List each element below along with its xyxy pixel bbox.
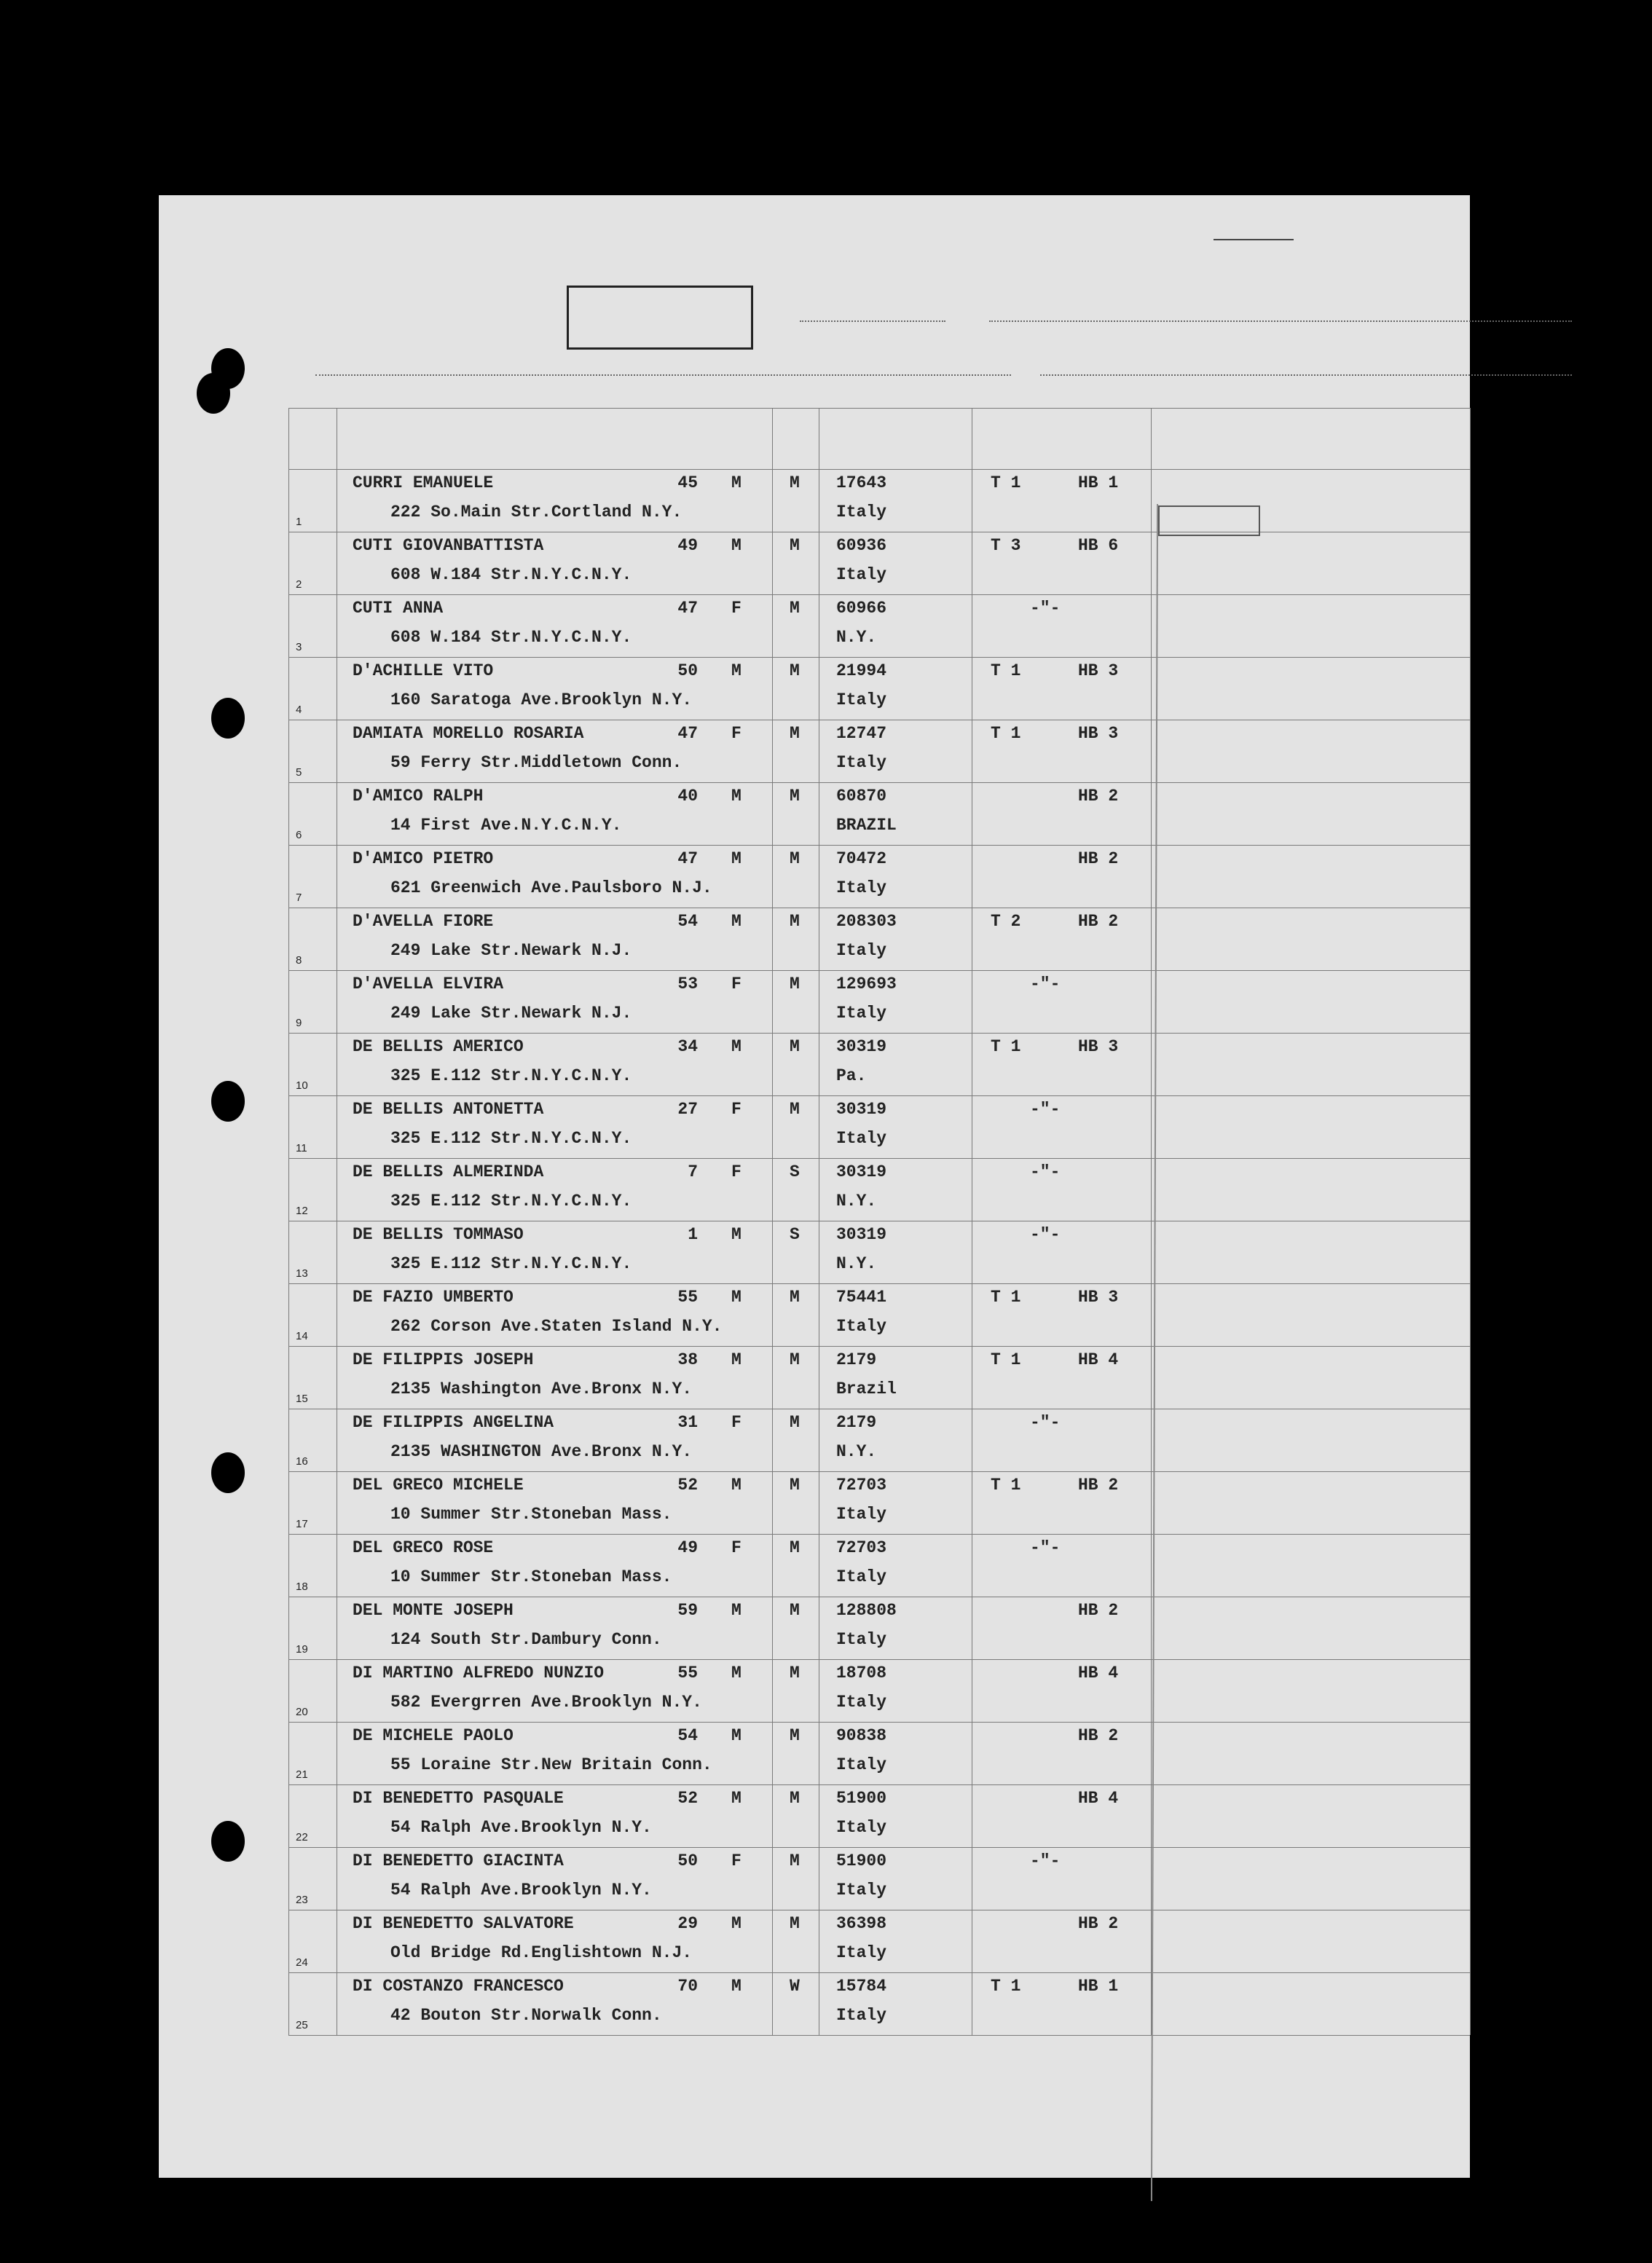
passport-number: 36398 <box>836 1914 887 1933</box>
passenger-name: DEL GRECO MICHELE <box>353 1476 524 1495</box>
marital-status: M <box>790 849 800 868</box>
destination-address: 2135 Washington Ave.Bronx N.Y. <box>390 1380 693 1398</box>
passenger-name: D'AVELLA FIORE <box>353 912 494 931</box>
place-of-birth: Italy <box>836 690 887 709</box>
marital-status: M <box>790 1037 800 1056</box>
passenger-sex: F <box>731 1100 742 1119</box>
row-rule <box>288 1659 1470 1660</box>
passenger-sex: M <box>731 1288 742 1307</box>
line-number: 1 <box>296 516 302 528</box>
passenger-name: DE MICHELE PAOLO <box>353 1726 514 1745</box>
passenger-age: 49 <box>677 1538 698 1557</box>
line-number: 4 <box>296 704 302 716</box>
marital-status: M <box>790 1288 800 1307</box>
passenger-age: 1 <box>688 1225 698 1244</box>
passenger-age: 47 <box>677 599 698 618</box>
place-of-birth: Italy <box>836 503 887 522</box>
passenger-name: DEL MONTE JOSEPH <box>353 1601 514 1620</box>
passenger-sex: M <box>731 849 742 868</box>
passenger-sex: M <box>731 912 742 931</box>
destination-address: 10 Summer Str.Stoneban Mass. <box>390 1505 672 1524</box>
marital-status: M <box>790 1601 800 1620</box>
passenger-age: 52 <box>677 1476 698 1495</box>
passenger-name: DI BENEDETTO GIACINTA <box>353 1851 564 1870</box>
passenger-age: 59 <box>677 1601 698 1620</box>
destination-address: 325 E.112 Str.N.Y.C.N.Y. <box>390 1129 632 1148</box>
marital-status: M <box>790 1100 800 1119</box>
destination-address: 160 Saratoga Ave.Brooklyn N.Y. <box>390 690 693 709</box>
passenger-sex: M <box>731 661 742 680</box>
trunk-count: T 1 <box>991 1288 1021 1307</box>
passenger-name: DEL GRECO ROSE <box>353 1538 494 1557</box>
place-of-birth: N.Y. <box>836 628 877 647</box>
trunk-count: T 1 <box>991 1037 1021 1056</box>
passport-number: 30319 <box>836 1225 887 1244</box>
row-rule <box>288 1784 1470 1785</box>
vessel-underline <box>315 374 1011 376</box>
passenger-sex: M <box>731 787 742 806</box>
destination-address: 222 So.Main Str.Cortland N.Y. <box>390 503 683 522</box>
place-of-birth: N.Y. <box>836 1192 877 1211</box>
place-of-birth: Italy <box>836 941 887 960</box>
handbag-count: HB 3 <box>1078 1288 1119 1307</box>
passenger-age: 47 <box>677 724 698 743</box>
passport-number: 18708 <box>836 1664 887 1683</box>
handbag-count: HB 3 <box>1078 1037 1119 1056</box>
passenger-age: 29 <box>677 1914 698 1933</box>
handbag-count: HB 4 <box>1078 1789 1119 1808</box>
passenger-name: DI COSTANZO FRANCESCO <box>353 1977 564 1996</box>
passenger-sex: M <box>731 1037 742 1056</box>
passenger-name: DE BELLIS ALMERINDA <box>353 1162 544 1181</box>
passenger-sex: M <box>731 1664 742 1683</box>
passenger-sex: F <box>731 1538 742 1557</box>
from-underline <box>989 320 1572 322</box>
punch-hole <box>211 1821 245 1862</box>
destination-address: 55 Loraine Str.New Britain Conn. <box>390 1755 712 1774</box>
passenger-age: 54 <box>677 912 698 931</box>
handbag-count: HB 2 <box>1078 1914 1119 1933</box>
passenger-age: 49 <box>677 536 698 555</box>
line-number: 23 <box>296 1894 308 1906</box>
handbag-count: -"- <box>1030 1100 1061 1119</box>
punch-hole <box>211 348 245 389</box>
trunk-count: T 3 <box>991 536 1021 555</box>
destination-address: 249 Lake Str.Newark N.J. <box>390 1004 632 1023</box>
passenger-sex: M <box>731 1977 742 1996</box>
class-underline <box>800 320 945 322</box>
handbag-count: HB 2 <box>1078 912 1119 931</box>
marital-status: M <box>790 1851 800 1870</box>
destination-address: 621 Greenwich Ave.Paulsboro N.J. <box>390 878 712 897</box>
passenger-name: D'AMICO PIETRO <box>353 849 494 868</box>
passenger-sex: F <box>731 599 742 618</box>
passport-number: 51900 <box>836 1789 887 1808</box>
line-number: 9 <box>296 1017 302 1029</box>
line-number: 15 <box>296 1393 308 1405</box>
passenger-name: DI BENEDETTO PASQUALE <box>353 1789 564 1808</box>
passenger-name: DE FAZIO UMBERTO <box>353 1288 514 1307</box>
passport-number: 60870 <box>836 787 887 806</box>
passenger-sex: F <box>731 1162 742 1181</box>
line-number: 8 <box>296 954 302 967</box>
line-number: 22 <box>296 1831 308 1843</box>
trunk-count: T 1 <box>991 1977 1021 1996</box>
line-number: 21 <box>296 1768 308 1781</box>
passenger-name: CUTI GIOVANBATTISTA <box>353 536 544 555</box>
place-of-birth: Italy <box>836 1818 887 1837</box>
handbag-count: -"- <box>1030 975 1061 993</box>
row-rule <box>288 594 1470 595</box>
line-number: 3 <box>296 641 302 653</box>
passenger-name: DAMIATA MORELLO ROSARIA <box>353 724 584 743</box>
place-of-birth: Italy <box>836 1943 887 1962</box>
handbag-count: -"- <box>1030 1162 1061 1181</box>
place-of-birth: Italy <box>836 878 887 897</box>
marital-status: M <box>790 1476 800 1495</box>
line-number: 19 <box>296 1643 308 1656</box>
passenger-name: DE BELLIS ANTONETTA <box>353 1100 544 1119</box>
passenger-name: D'ACHILLE VITO <box>353 661 494 680</box>
passport-number: 30319 <box>836 1162 887 1181</box>
handbag-count: HB 3 <box>1078 661 1119 680</box>
handbag-count: HB 3 <box>1078 724 1119 743</box>
marital-status: M <box>790 599 800 618</box>
passenger-age: 55 <box>677 1664 698 1683</box>
place-of-birth: N.Y. <box>836 1254 877 1273</box>
place-of-birth: Italy <box>836 565 887 584</box>
passenger-age: 34 <box>677 1037 698 1056</box>
passport-number: 208303 <box>836 912 897 931</box>
passenger-sex: F <box>731 1851 742 1870</box>
line-number: 16 <box>296 1455 308 1468</box>
destination-address: 54 Ralph Ave.Brooklyn N.Y. <box>390 1881 652 1900</box>
destination-address: 59 Ferry Str.Middletown Conn. <box>390 753 683 772</box>
passenger-name: D'AMICO RALPH <box>353 787 484 806</box>
handbag-count: HB 6 <box>1078 536 1119 555</box>
place-of-birth: Pa. <box>836 1066 867 1085</box>
passenger-name: DE FILIPPIS ANGELINA <box>353 1413 554 1432</box>
handbag-count: HB 1 <box>1078 1977 1119 1996</box>
passenger-age: 7 <box>688 1162 698 1181</box>
header-bottom-rule <box>288 469 1470 470</box>
passenger-age: 70 <box>677 1977 698 1996</box>
marital-status: M <box>790 1664 800 1683</box>
place-of-birth: Italy <box>836 1004 887 1023</box>
row-rule <box>288 1033 1470 1034</box>
marital-status: M <box>790 1726 800 1745</box>
trunk-count: T 1 <box>991 1476 1021 1495</box>
list-underline <box>1214 239 1294 240</box>
passenger-age: 38 <box>677 1350 698 1369</box>
passport-number: 60936 <box>836 536 887 555</box>
row-rule <box>288 1972 1470 1973</box>
place-of-birth: Italy <box>836 2006 887 2025</box>
destination-address: 325 E.112 Str.N.Y.C.N.Y. <box>390 1192 632 1211</box>
row-rule <box>288 657 1470 658</box>
handbag-count: -"- <box>1030 599 1061 618</box>
place-of-birth: Italy <box>836 1505 887 1524</box>
marital-status: M <box>790 1914 800 1933</box>
column-rule <box>772 408 773 2035</box>
passenger-age: 27 <box>677 1100 698 1119</box>
passport-number: 51900 <box>836 1851 887 1870</box>
passport-number: 129693 <box>836 975 897 993</box>
handbag-count: HB 4 <box>1078 1350 1119 1369</box>
passenger-sex: M <box>731 1476 742 1495</box>
destination-address: 14 First Ave.N.Y.C.N.Y. <box>390 816 622 835</box>
column-rule <box>288 408 289 2035</box>
marital-status: S <box>790 1225 800 1244</box>
passenger-age: 50 <box>677 661 698 680</box>
row-rule <box>288 1534 1470 1535</box>
destination-address: 262 Corson Ave.Staten Island N.Y. <box>390 1317 723 1336</box>
passport-number: 30319 <box>836 1100 887 1119</box>
row-rule <box>288 1346 1470 1347</box>
line-number: 12 <box>296 1205 308 1217</box>
place-of-birth: Italy <box>836 1881 887 1900</box>
line-number: 2 <box>296 578 302 591</box>
passenger-sex: F <box>731 1413 742 1432</box>
passenger-sex: M <box>731 1726 742 1745</box>
handbag-count: -"- <box>1030 1851 1061 1870</box>
passport-number: 2179 <box>836 1413 877 1432</box>
passenger-sex: M <box>731 1789 742 1808</box>
trunk-count: T 1 <box>991 473 1021 492</box>
line-number: 25 <box>296 2019 308 2031</box>
trunk-count: T 1 <box>991 1350 1021 1369</box>
destination-address: Old Bridge Rd.Englishtown N.J. <box>390 1943 693 1962</box>
passenger-sex: M <box>731 536 742 555</box>
marital-status: M <box>790 724 800 743</box>
passenger-age: 53 <box>677 975 698 993</box>
handbag-count: HB 2 <box>1078 787 1119 806</box>
place-of-birth: Italy <box>836 1630 887 1649</box>
passport-number: 12747 <box>836 724 887 743</box>
row-rule <box>288 2035 1470 2036</box>
handbag-count: HB 2 <box>1078 1601 1119 1620</box>
place-of-birth: Italy <box>836 1755 887 1774</box>
passenger-name: DE BELLIS AMERICO <box>353 1037 524 1056</box>
place-of-birth: Italy <box>836 1129 887 1148</box>
passport-number: 90838 <box>836 1726 887 1745</box>
trunk-count: T 1 <box>991 661 1021 680</box>
destination-address: 249 Lake Str.Newark N.J. <box>390 941 632 960</box>
handbag-count: -"- <box>1030 1225 1061 1244</box>
passenger-sex: M <box>731 1350 742 1369</box>
destination-address: 10 Summer Str.Stoneban Mass. <box>390 1567 672 1586</box>
passport-number: 72703 <box>836 1476 887 1495</box>
passport-number: 75441 <box>836 1288 887 1307</box>
passenger-name: CUTI ANNA <box>353 599 444 618</box>
punch-hole <box>211 1452 245 1493</box>
destination-address: 325 E.112 Str.N.Y.C.N.Y. <box>390 1254 632 1273</box>
place-of-birth: BRAZIL <box>836 816 897 835</box>
row-rule <box>288 1847 1470 1848</box>
line-number: 5 <box>296 766 302 779</box>
line-number: 11 <box>296 1142 307 1154</box>
handbag-count: -"- <box>1030 1413 1061 1432</box>
passenger-age: 50 <box>677 1851 698 1870</box>
passport-number: 17643 <box>836 473 887 492</box>
passenger-name: DI MARTINO ALFREDO NUNZIO <box>353 1664 605 1683</box>
marital-status: M <box>790 1789 800 1808</box>
punch-hole <box>211 698 245 739</box>
passport-number: 60966 <box>836 599 887 618</box>
destination-address: 54 Ralph Ave.Brooklyn N.Y. <box>390 1818 652 1837</box>
passport-number: 30319 <box>836 1037 887 1056</box>
marital-status: M <box>790 1413 800 1432</box>
passenger-sex: M <box>731 1914 742 1933</box>
passenger-name: DE BELLIS TOMMASO <box>353 1225 524 1244</box>
passport-number: 128808 <box>836 1601 897 1620</box>
passenger-age: 54 <box>677 1726 698 1745</box>
passport-number: 70472 <box>836 849 887 868</box>
passport-number: 15784 <box>836 1977 887 1996</box>
place-of-birth: N.Y. <box>836 1442 877 1461</box>
destination-address: 2135 WASHINGTON Ave.Bronx N.Y. <box>390 1442 693 1461</box>
punch-hole <box>211 1081 245 1122</box>
marital-status: M <box>790 536 800 555</box>
destination-address: 608 W.184 Str.N.Y.C.N.Y. <box>390 565 632 584</box>
marital-status: S <box>790 1162 800 1181</box>
handbag-count: -"- <box>1030 1538 1061 1557</box>
row-rule <box>288 1471 1470 1472</box>
handbag-count: HB 2 <box>1078 1726 1119 1745</box>
passenger-age: 47 <box>677 849 698 868</box>
line-number: 20 <box>296 1706 308 1718</box>
place-of-birth: Italy <box>836 753 887 772</box>
passenger-sex: M <box>731 1601 742 1620</box>
line-number: 7 <box>296 892 302 904</box>
handbag-count: HB 4 <box>1078 1664 1119 1683</box>
destination-address: 42 Bouton Str.Norwalk Conn. <box>390 2006 662 2025</box>
marital-status: M <box>790 661 800 680</box>
trunk-count: T 1 <box>991 724 1021 743</box>
passenger-name: DI BENEDETTO SALVATORE <box>353 1914 574 1933</box>
row-rule <box>288 1158 1470 1159</box>
row-rule <box>288 1722 1470 1723</box>
table-top-rule <box>288 408 1470 409</box>
handbag-count: HB 1 <box>1078 473 1119 492</box>
manifest-page <box>159 195 1470 2178</box>
arrival-underline <box>1040 374 1572 376</box>
row-rule <box>288 970 1470 971</box>
place-of-birth: Italy <box>836 1567 887 1586</box>
passenger-sex: M <box>731 473 742 492</box>
trunk-count: T 2 <box>991 912 1021 931</box>
passport-number: 21994 <box>836 661 887 680</box>
marital-status: M <box>790 975 800 993</box>
handbag-count: HB 2 <box>1078 849 1119 868</box>
passenger-sex: F <box>731 975 742 993</box>
passenger-age: 45 <box>677 473 698 492</box>
passenger-name: CURRI EMANUELE <box>353 473 494 492</box>
column-rule <box>1470 408 1471 2035</box>
line-number: 14 <box>296 1330 308 1342</box>
place-of-birth: Brazil <box>836 1380 897 1398</box>
marital-status: M <box>790 787 800 806</box>
destination-address: 608 W.184 Str.N.Y.C.N.Y. <box>390 628 632 647</box>
destination-address: 325 E.112 Str.N.Y.C.N.Y. <box>390 1066 632 1085</box>
line-number: 13 <box>296 1267 308 1280</box>
row-rule <box>288 782 1470 783</box>
passenger-sex: M <box>731 1225 742 1244</box>
row-rule <box>288 845 1470 846</box>
place-of-birth: Italy <box>836 1693 887 1712</box>
line-number: 10 <box>296 1079 308 1092</box>
us-cit-stamp <box>1158 505 1260 536</box>
passenger-age: 55 <box>677 1288 698 1307</box>
column-rule <box>1151 408 1152 2035</box>
line-number: 6 <box>296 829 302 841</box>
handbag-count: HB 2 <box>1078 1476 1119 1495</box>
row-rule <box>288 1095 1470 1096</box>
passenger-sex: F <box>731 724 742 743</box>
marital-status: M <box>790 912 800 931</box>
passenger-name: D'AVELLA ELVIRA <box>353 975 504 993</box>
passenger-age: 40 <box>677 787 698 806</box>
marital-status: W <box>790 1977 800 1996</box>
passport-number: 2179 <box>836 1350 877 1369</box>
destination-address: 582 Evergrren Ave.Brooklyn N.Y. <box>390 1693 702 1712</box>
passport-number: 72703 <box>836 1538 887 1557</box>
line-number: 17 <box>296 1518 308 1530</box>
line-number: 18 <box>296 1581 308 1593</box>
passenger-age: 52 <box>677 1789 698 1808</box>
row-rule <box>288 1283 1470 1284</box>
marital-status: M <box>790 1350 800 1369</box>
line-number: 24 <box>296 1956 308 1969</box>
usc-tourist-class-stamp <box>567 286 753 350</box>
passenger-age: 31 <box>677 1413 698 1432</box>
marital-status: M <box>790 1538 800 1557</box>
destination-address: 124 South Str.Dambury Conn. <box>390 1630 662 1649</box>
marital-status: M <box>790 473 800 492</box>
pencil-vertical-line <box>1151 504 1158 2201</box>
passenger-name: DE FILIPPIS JOSEPH <box>353 1350 534 1369</box>
place-of-birth: Italy <box>836 1317 887 1336</box>
